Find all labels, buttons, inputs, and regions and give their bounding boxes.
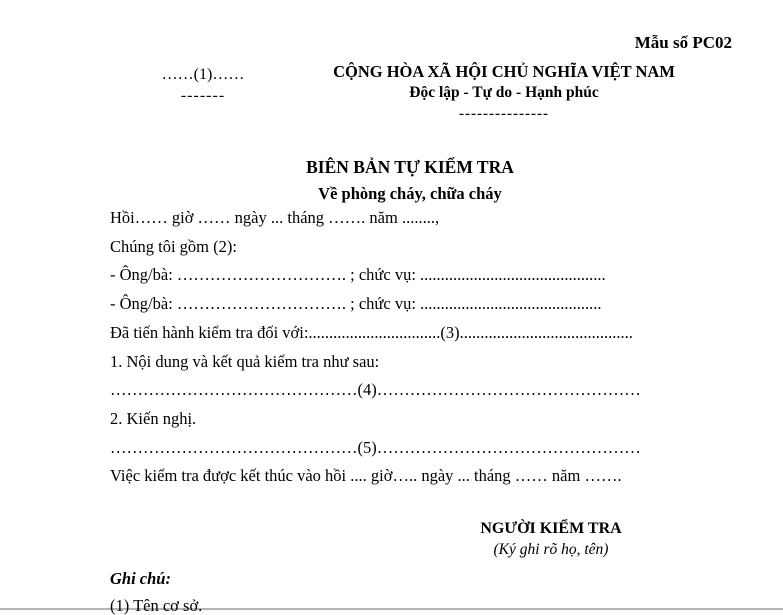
body-line-participant-2: - Ông/bà: …………………………. ; chức vụ: ............................................ bbox=[110, 294, 602, 314]
document-subtitle: Về phòng cháy, chữa cháy bbox=[318, 184, 502, 203]
footnotes-heading: Ghi chú: bbox=[110, 569, 171, 588]
national-motto: Độc lập - Tự do - Hạnh phúc bbox=[409, 84, 599, 101]
body-line-section-2-heading: 2. Kiến nghị. bbox=[110, 408, 197, 428]
national-motto-underline: --------------- bbox=[459, 106, 549, 122]
signature-instruction: (Ký ghi rõ họ, tên) bbox=[493, 541, 609, 558]
body-line-section-2-blank: ………………………………………(5)………………………………………… bbox=[110, 437, 641, 457]
body-line-closing-time: Việc kiểm tra được kết thúc vào hồi .... giờ….. ngày ... tháng …… năm ……. bbox=[110, 466, 622, 486]
footnotes-block bbox=[110, 570, 202, 615]
body-line-section-1-heading: 1. Nội dung và kết quả kiểm tra như sau: bbox=[110, 351, 380, 371]
signature-block bbox=[471, 519, 631, 559]
document-title: BIÊN BẢN TỰ KIỂM TRA bbox=[306, 157, 514, 177]
body-line-section-1-blank: ………………………………………(4)………………………………………… bbox=[110, 380, 641, 400]
national-header-block bbox=[322, 62, 686, 122]
document-body bbox=[110, 204, 720, 491]
body-line-time-opening: Hồi…… giờ …… ngày ... tháng ……. năm ........, bbox=[110, 208, 440, 227]
national-title: CỘNG HÒA XÃ HỘI CHỦ NGHĨA VIỆT NAM bbox=[333, 62, 675, 81]
footnote-item-1: (1) Tên cơ sở. bbox=[110, 596, 203, 615]
header-left-block bbox=[112, 64, 294, 106]
signer-role-title: NGƯỜI KIỂM TRA bbox=[480, 520, 622, 537]
org-name-placeholder: ……(1)…… bbox=[161, 66, 245, 83]
form-number: Mẫu số PC02 bbox=[634, 33, 732, 52]
body-line-participant-1: - Ông/bà: …………………………. ; chức vụ: ............................................. bbox=[110, 265, 606, 285]
org-name-underline: ------- bbox=[180, 87, 226, 104]
body-line-inspection-target: Đã tiến hành kiểm tra đối với:................................(3).......................................... bbox=[110, 322, 633, 342]
body-line-participants-intro: Chúng tôi gồm (2): bbox=[110, 236, 237, 256]
